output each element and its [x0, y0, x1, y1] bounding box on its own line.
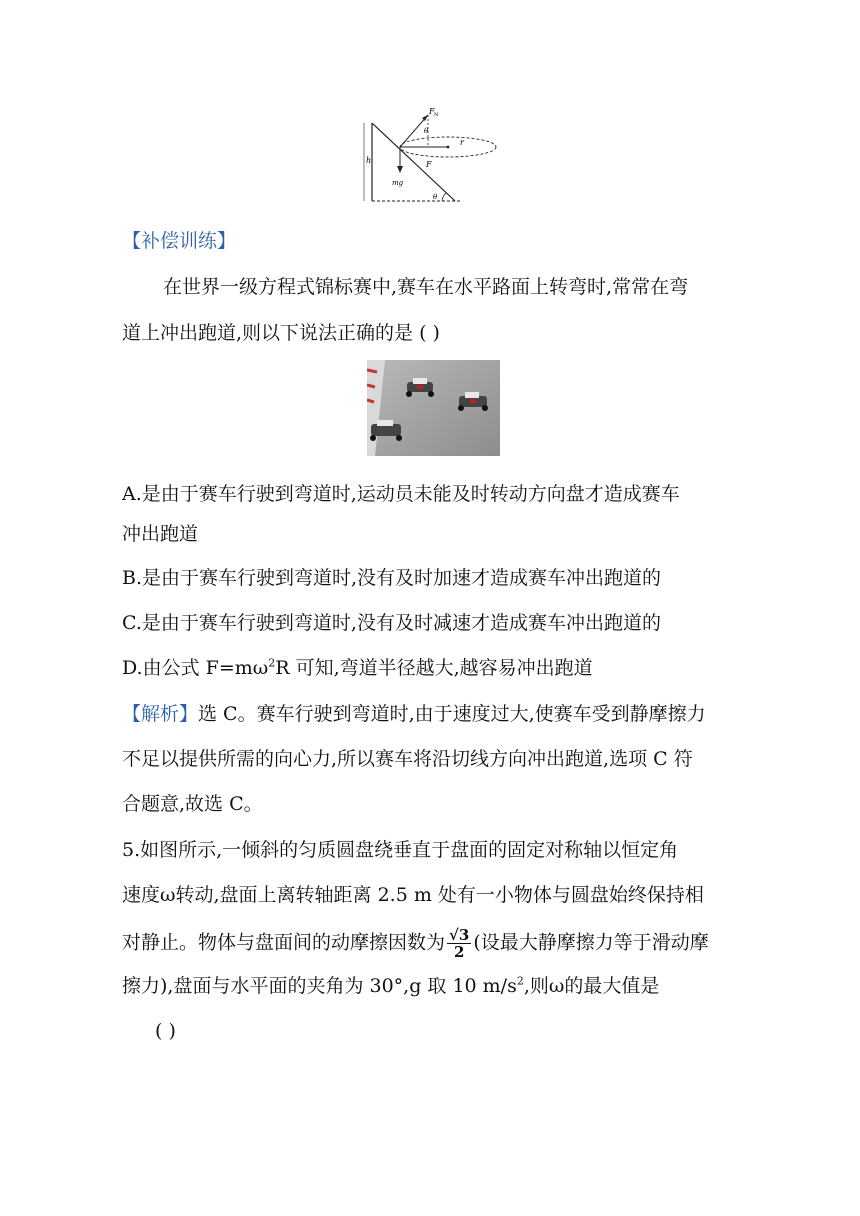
option-d [122, 656, 593, 680]
q5-answer-blank: ( ) [155, 1020, 176, 1042]
option-a-line-1: A.是由于赛车行驶到弯道时,运动员未能及时转动方向盘才造成赛车 [122, 483, 680, 505]
theta-label-bottom: θ [433, 193, 438, 201]
option-d-post: R 可知,弯道半径越大,越容易冲出跑道 [275, 657, 593, 679]
analysis-line-1-text: 选 C。赛车行驶到弯道时,由于速度过大,使赛车受到静摩擦力 [198, 703, 706, 725]
q5-line-4-pre: 擦力),盘面与水平面的夹角为 30°,g 取 10 m/s [122, 975, 517, 997]
q5-line-1: 5.如图所示,一倾斜的匀质圆盘绕垂直于盘面的固定对称轴以恒定角 [122, 839, 679, 861]
fraction-numerator: √3 [449, 926, 470, 944]
q5-line-4-sup: 2 [516, 974, 524, 988]
question-line-1: 在世界一级方程式锦标赛中,赛车在水平路面上转弯时,常常在弯 [163, 276, 689, 298]
question-line-2: 道上冲出跑道,则以下说法正确的是 ( ) [122, 322, 440, 344]
force-diagram [360, 105, 510, 205]
option-b: B.是由于赛车行驶到弯道时,没有及时加速才造成赛车冲出跑道的 [122, 567, 662, 589]
mg-label: mg [392, 179, 404, 187]
q5-line-4-post: ,则ω的最大值是 [523, 975, 660, 997]
analysis-line-3: 合题意,故选 C。 [122, 793, 263, 815]
fn-sub-label: N [434, 112, 439, 118]
q5-line-3-post: (设最大静摩擦力等于滑动摩 [473, 931, 709, 954]
option-d-pre: D.由公式 F=mω [122, 657, 269, 679]
analysis-tag: 【解析】 [122, 703, 199, 725]
r-label: r [460, 138, 464, 147]
h-label: h [366, 156, 372, 165]
f-label: F [426, 160, 432, 169]
q5-line-3 [122, 927, 709, 960]
q5-line-4 [122, 974, 659, 998]
option-c: C.是由于赛车行驶到弯道时,没有及时减速才造成赛车冲出跑道的 [122, 612, 661, 634]
sqrt3-over-2-fraction [447, 927, 471, 960]
option-d-sup: 2 [268, 656, 276, 670]
q5-line-3-pre: 对静止。物体与盘面间的动摩擦因数为 [122, 931, 446, 954]
option-a-line-2: 冲出跑道 [122, 523, 199, 545]
supplement-tag: 【补偿训练】 [122, 230, 237, 252]
q5-line-2: 速度ω转动,盘面上离转轴距离 2.5 m 处有一小物体与圆盘始终保持相 [122, 884, 704, 906]
race-cars-photo [367, 360, 500, 456]
analysis-line-1 [122, 702, 706, 726]
analysis-line-2: 不足以提供所需的向心力,所以赛车将沿切线方向冲出跑道,选项 C 符 [122, 748, 693, 770]
fraction-denominator: 2 [453, 943, 465, 961]
theta-label-top: θ [424, 127, 429, 135]
fn-label: F [429, 107, 435, 116]
